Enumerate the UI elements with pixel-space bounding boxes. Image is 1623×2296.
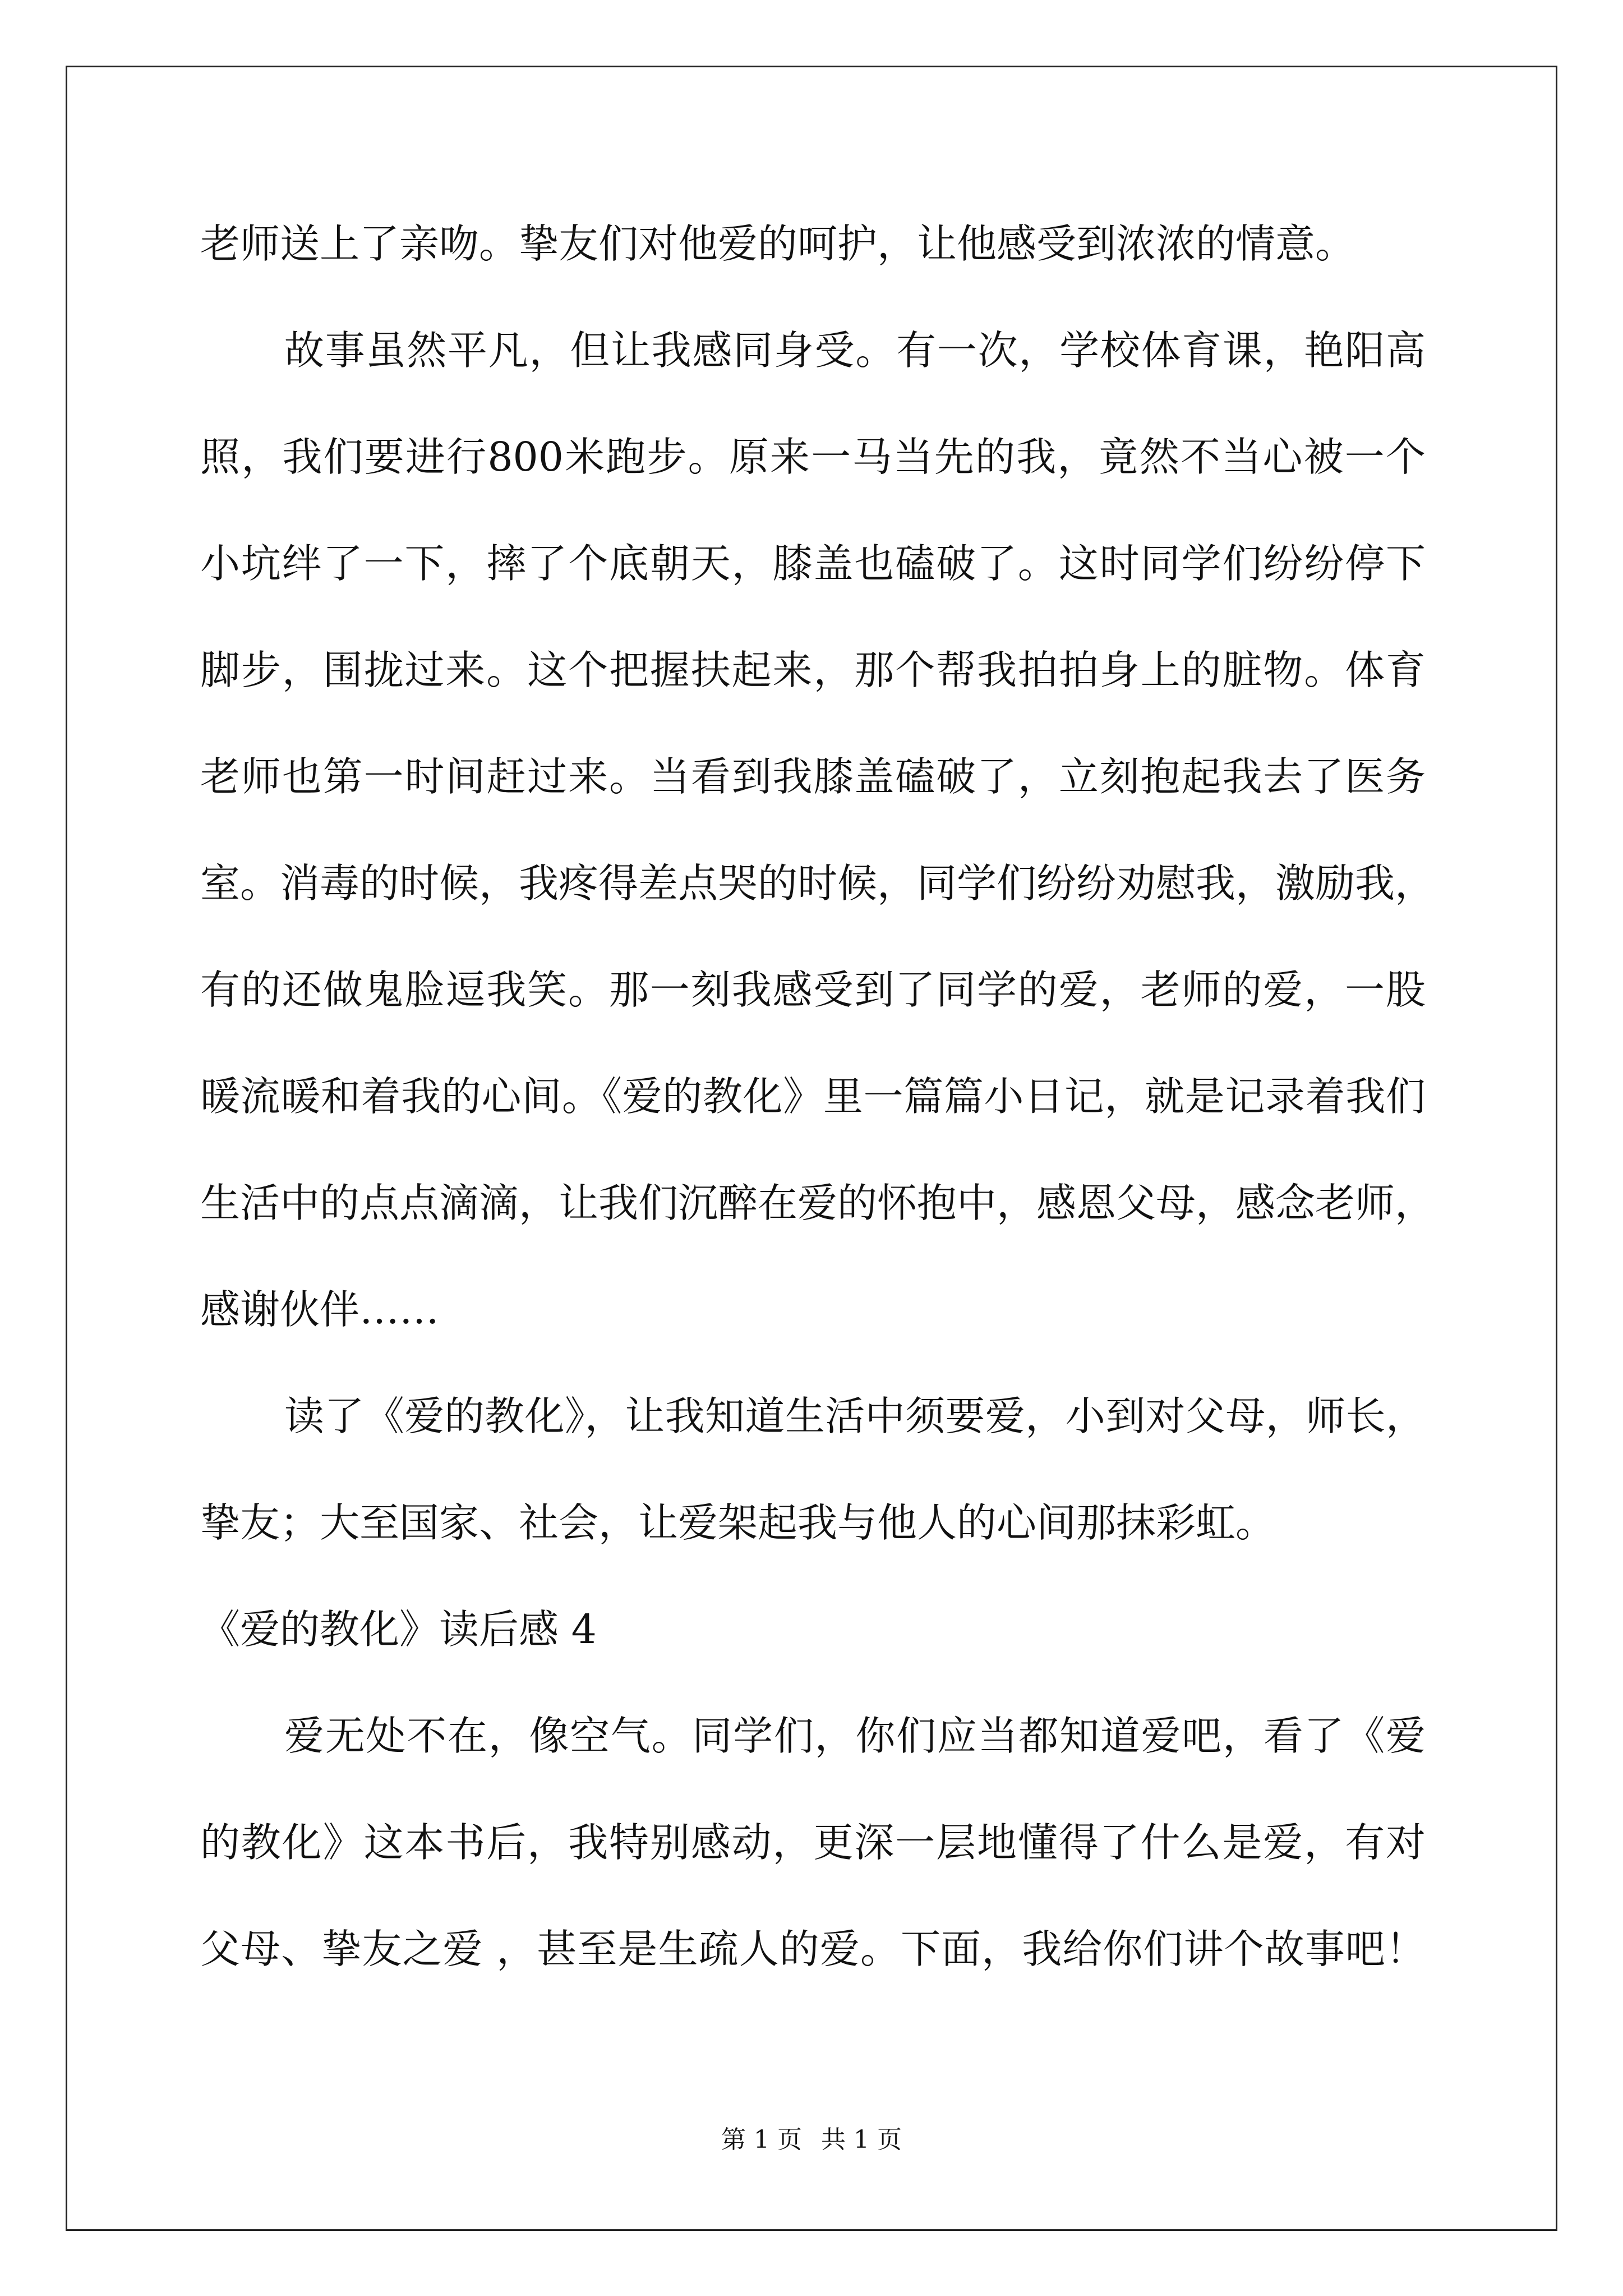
text-line: [200, 1470, 1426, 1576]
document-body: [200, 191, 1435, 2003]
text-line: [200, 724, 1426, 830]
text-line: [200, 191, 1426, 297]
page-footer: [0, 2123, 1623, 2157]
text-line: [200, 937, 1426, 1043]
text-line: [200, 1363, 1426, 1470]
text-line: [200, 830, 1435, 937]
text-line: [200, 404, 1426, 510]
text-line-content: 小坑绊了一下，摔了个底朝天，膝盖也磕破了。这时同学们纷纷停下: [200, 540, 1426, 587]
text-line: [200, 297, 1426, 404]
text-line-content: 爱无处不在，像空气。同学们，你们应当都知道爱吧，看了《爱: [284, 1713, 1426, 1759]
text-line: [200, 1789, 1426, 1896]
text-line-content: 室。消毒的时候，我疼得差点哭的时候，同学们纷纷劝慰我，激励我，: [200, 860, 1435, 907]
text-line-content: 故事虽然平凡，但让我感同身受。有一次，学校体育课，艳阳高: [284, 327, 1426, 374]
text-line-content: 老师也第一时间赶过来。当看到我膝盖磕破了，立刻抱起我去了医务: [200, 753, 1426, 800]
text-line-content: 有的还做鬼脸逗我笑。那一刻我感受到了同学的爱，老师的爱，一股: [200, 967, 1426, 1013]
text-line-content: 父母、挚友之爱 ，甚至是生疏人的爱。下面，我给你们讲个故事吧！: [200, 1926, 1426, 1972]
text-line-content: 感谢伙伴……: [200, 1286, 440, 1333]
page-total: 共 1 页: [821, 2125, 902, 2154]
text-line-content: 《爱的教化》读后感 4: [200, 1606, 597, 1653]
text-line: [200, 510, 1426, 617]
text-line: [200, 1896, 1426, 2003]
text-line-content: 的教化》这本书后，我特别感动，更深一层地懂得了什么是爱，有对: [200, 1819, 1426, 1866]
text-line: [200, 1257, 1426, 1363]
text-line-content: 挚友；大至国家、社会，让爱架起我与他人的心间那抹彩虹。: [200, 1499, 1276, 1546]
text-line-content: 读了《爱的教化》，让我知道生活中须要爱，小到对父母，师长，: [284, 1393, 1426, 1439]
text-line-content: 脚步，围拢过来。这个把握扶起来，那个帮我拍拍身上的脏物。体育: [200, 647, 1426, 693]
text-line: [200, 1150, 1435, 1257]
text-line: [200, 617, 1426, 724]
text-line: [200, 1683, 1426, 1789]
text-line-content: 暖流暖和着我的心间。《爱的教化》里一篇篇小日记，就是记录着我们: [200, 1073, 1426, 1120]
text-line-content: 照，我们要进行800米跑步。原来一马当先的我，竟然不当心被一个: [200, 434, 1426, 480]
text-line: [200, 1576, 1426, 1683]
text-line: [200, 1043, 1426, 1150]
text-line-content: 生活中的点点滴滴，让我们沉醉在爱的怀抱中，感恩父母，感念老师，: [200, 1180, 1435, 1226]
page-number: 第 1 页: [721, 2125, 802, 2154]
text-line-content: 老师送上了亲吻。挚友们对他爱的呵护，让他感受到浓浓的情意。: [200, 220, 1355, 267]
